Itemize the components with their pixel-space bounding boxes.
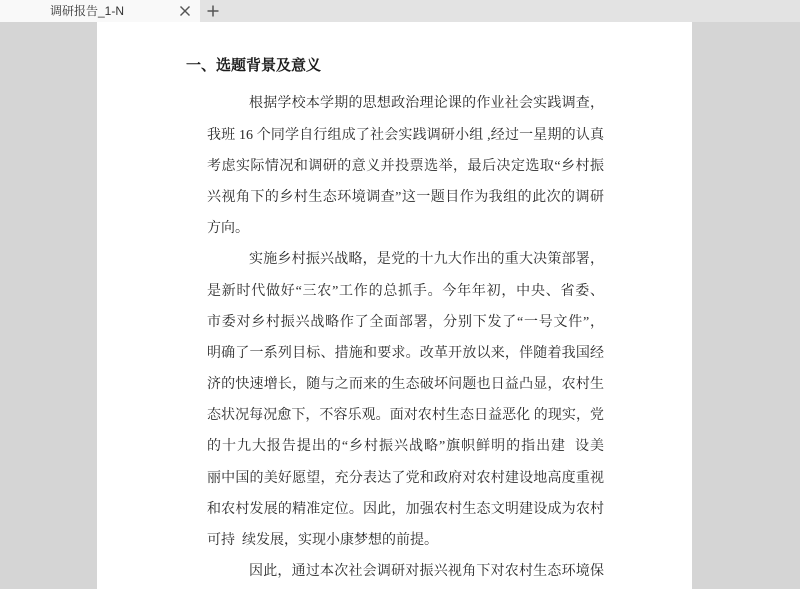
paragraph-line: 兴视角下的乡村生态环境调查”这一题目作为我组的此次的调研 xyxy=(207,189,604,205)
paragraph-line: 根据学校本学期的思想政治理论课的作业社会实践调查， xyxy=(249,96,604,112)
close-icon[interactable] xyxy=(178,4,192,18)
paragraph-line: 我班 16 个同学自行组成了社会实践调研小组 ,经过一星期的认真 xyxy=(207,127,604,143)
paragraph-line: 和农村发展的精准定位。因此，加强农村生态文明建设成为农村 xyxy=(207,501,604,517)
paragraph-line: 因此，通过本次社会调研对振兴视角下对农村生态环境保 xyxy=(249,564,604,580)
paragraph-line: 的十九大报告提出的“乡村振兴战略”旗帜鲜明的指出建 设美 xyxy=(207,439,604,455)
tab-label: 调研报告_1-N xyxy=(50,4,125,18)
plus-icon[interactable] xyxy=(206,4,220,18)
paragraph-line: 态状况每况愈下，不容乐观。面对农村生态日益恶化 的现实，党 xyxy=(207,408,604,424)
document-page[interactable] xyxy=(97,22,692,589)
paragraph-line: 济的快速增长，随与之而来的生态破坏问题也日益凸显，农村生 xyxy=(207,377,604,393)
paragraph-line: 方向。 xyxy=(207,221,249,237)
tab-bar xyxy=(0,0,800,22)
new-tab-button[interactable] xyxy=(206,4,220,18)
paragraph-1 xyxy=(97,88,692,244)
section-heading: 一、选题背景及意义 xyxy=(186,58,322,75)
paragraph-2 xyxy=(97,244,692,556)
paragraph-line: 明确了一系列目标、措施和要求。改革开放以来，伴随着我国经 xyxy=(207,345,604,361)
paragraph-line: 是新时代做好“三农”工作的总抓手。今年年初，中央、省委、 xyxy=(207,283,604,299)
paragraph-line: 市委对乡村振兴战略作了全面部署，分别下发了“一号文件”， xyxy=(207,314,604,330)
close-tab-button[interactable] xyxy=(178,4,192,18)
paragraph-line: 丽中国的美好愿望，充分表达了党和政府对农村建设地高度重视 xyxy=(207,470,604,486)
paragraph-3 xyxy=(97,556,692,587)
document-workspace[interactable] xyxy=(0,22,800,589)
tab-document[interactable] xyxy=(0,0,200,22)
paragraph-line: 可持 续发展，实现小康梦想的前提。 xyxy=(207,533,438,548)
paragraph-line: 考虑实际情况和调研的意义并投票选举，最后决定选取“乡村振 xyxy=(207,158,604,174)
paragraph-line: 实施乡村振兴战略，是党的十九大作出的重大决策部署， xyxy=(249,252,604,268)
document-content xyxy=(97,51,692,587)
